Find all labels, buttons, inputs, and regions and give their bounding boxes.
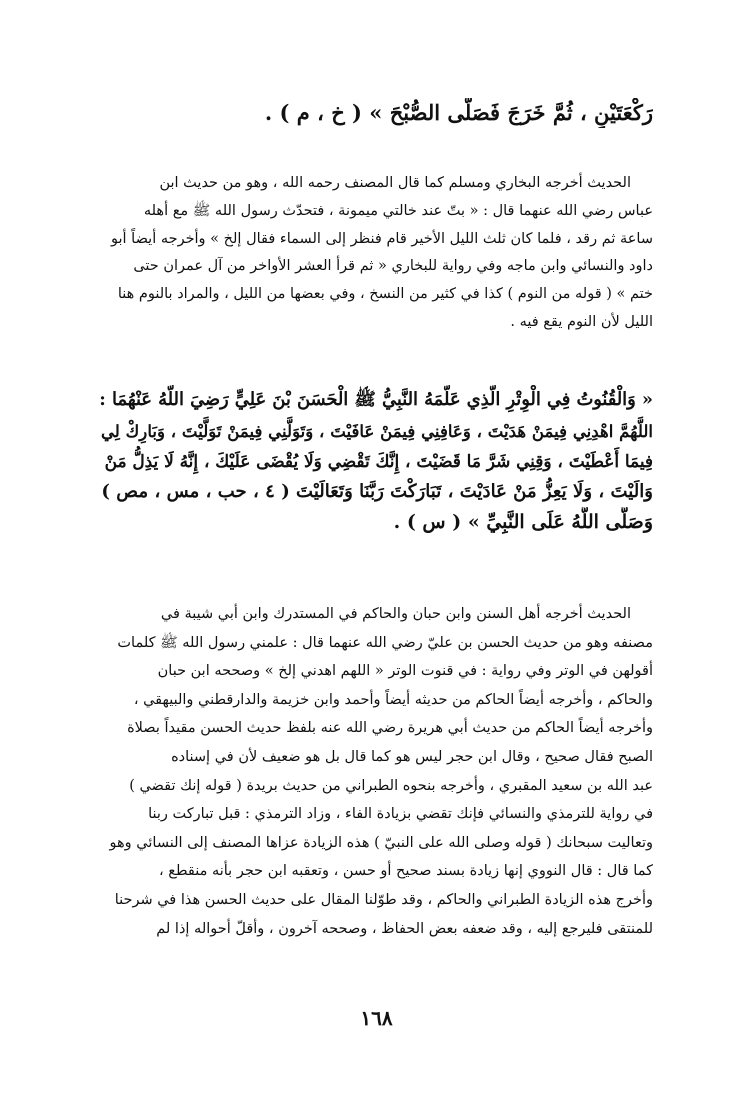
text-line: عباس رضي الله عنهما قال : « بتّ عند خالتي ميمونة ، فتحدّث رسول الله ﷺ مع أهله: [143, 202, 653, 219]
text-line: وتعاليت سبحانك ( قوله وصلى الله على النبيّ ) هذه الزيادة عزاها المصنف إلى النسائي وهو: [109, 834, 653, 851]
text-line: كما قال : قال النووي إنها زيادة بسند صحيح أو حسن ، وتعقبه ابن حجر بأنه منقطع ،: [158, 863, 653, 880]
text-line: « وَالْقُنُوتُ فِي الْوِتْرِ الَّذِي عَلَّمَهُ النَّبِيُّ ﷺ الْحَسَنَ بْنَ عَلِيٍّ رَضِيَ اللَّهُ عَنْهُمَا :: [99, 389, 653, 410]
text-line: رَكْعَتَيْنِ ، ثُمَّ خَرَجَ فَصَلَّى الصُّبْحَ » ( خ ، م ) .: [264, 100, 653, 125]
text-line: للمنتقى فليرجع إليه ، وقد ضعفه بعض الحفاظ ، وصححه آخرون ، وأقلّ أحواله إذا لم: [156, 920, 653, 937]
text-line: وَالَيْتَ ، وَلَا يَعِزُّ مَنْ عَادَيْتَ ، تَبَارَكْتَ رَبَّنَا وَتَعَالَيْتَ ( ٤ ، حب ، مس ، مص ): [101, 480, 653, 502]
text-line: أقولهن في الوتر وفي رواية : في قنوت الوتر « اللهم اهدني إلخ » وصححه ابن حبان: [157, 663, 653, 680]
text-line: الليل لأن النوم يقع فيه .: [510, 313, 653, 330]
commentary-paragraph-2: [98, 600, 653, 943]
text-line: في رواية للترمذي والنسائي فإنك تقضي بزيادة الفاء ، وزاد الترمذي : قبل تباركت ربنا: [148, 806, 653, 823]
text-line: الصبح فقال صحيح ، وقال ابن حجر ليس هو كما قال بل هو ضعيف لأن في إسناده: [171, 748, 653, 765]
text-line: وَصَلَّى اللَّهُ عَلَى النَّبِيِّ » ( س ) .: [393, 511, 653, 533]
page-number: ١٦٨: [360, 1006, 393, 1030]
text-line: الحديث أخرجه أهل السنن وابن حبان والحاكم في المستدرك وابن أبي شيبة في: [160, 606, 631, 622]
text-line: ختم » ( قوله من النوم ) كذا في كثير من النسخ ، وفي بعضها من الليل ، والمراد بالنوم هنا: [117, 286, 653, 303]
text-line: الحديث أخرجه البخاري ومسلم كما قال المصنف رحمه الله ، وهو من حديث ابن: [159, 175, 631, 191]
text-line: عبد الله بن سعيد المقبري ، وأخرجه بنحوه الطبراني من حديث بريدة ( قوله إنك تقضي ): [129, 777, 653, 794]
text-line: والحاكم ، وأخرجه أيضاً الحاكم من حديثه أيضاً وأحمد وابن خزيمة والدارقطني والبيهقي ،: [133, 691, 653, 708]
text-line: فِيمَا أَعْطَيْتَ ، وَقِنِي شَرَّ مَا قَضَيْتَ ، إِنَّكَ تَقْضِي وَلَا يُقْضَى عَلَيْكَ ، إِنَّهُ لَا يَذِلُّ مَنْ: [104, 451, 653, 471]
text-line: وأخرجه أيضاً الحاكم من حديث أبي هريرة رضي الله عنه بلفظ حديث الحسن مقيداً بصلاة: [127, 720, 653, 737]
text-line: وأخرج هذه الزيادة الطبراني والحاكم ، وقد طوّلنا المقال على حديث الحسن هذا في شرحنا: [114, 891, 653, 908]
commentary-paragraph-1: [98, 170, 653, 337]
text-line: ساعة ثم رقد ، فلما كان ثلث الليل الأخير قام فنظر إلى السماء فقال إلخ » وأخرجه أيضاً أبو: [111, 230, 653, 247]
continued-hadith-line: [98, 98, 653, 128]
text-line: داود والنسائي وابن ماجه وفي رواية للبخاري « ثم قرأ العشر الأواخر من آل عمران حتى: [133, 258, 653, 275]
text-line: اللَّهُمَّ اهْدِنِي فِيمَنْ هَدَيْتَ ، وَعَافِنِي فِيمَنْ عَافَيْتَ ، وَتَوَلَّنِي فِيمَنْ تَوَلَّيْتَ ، وَبَارِكْ لِي: [100, 420, 653, 441]
text-line: مصنفه وهو من حديث الحسن بن عليّ رضي الله عنهما قال : علمني رسول الله ﷺ كلمات: [117, 634, 653, 651]
hadith-text: [98, 385, 653, 538]
